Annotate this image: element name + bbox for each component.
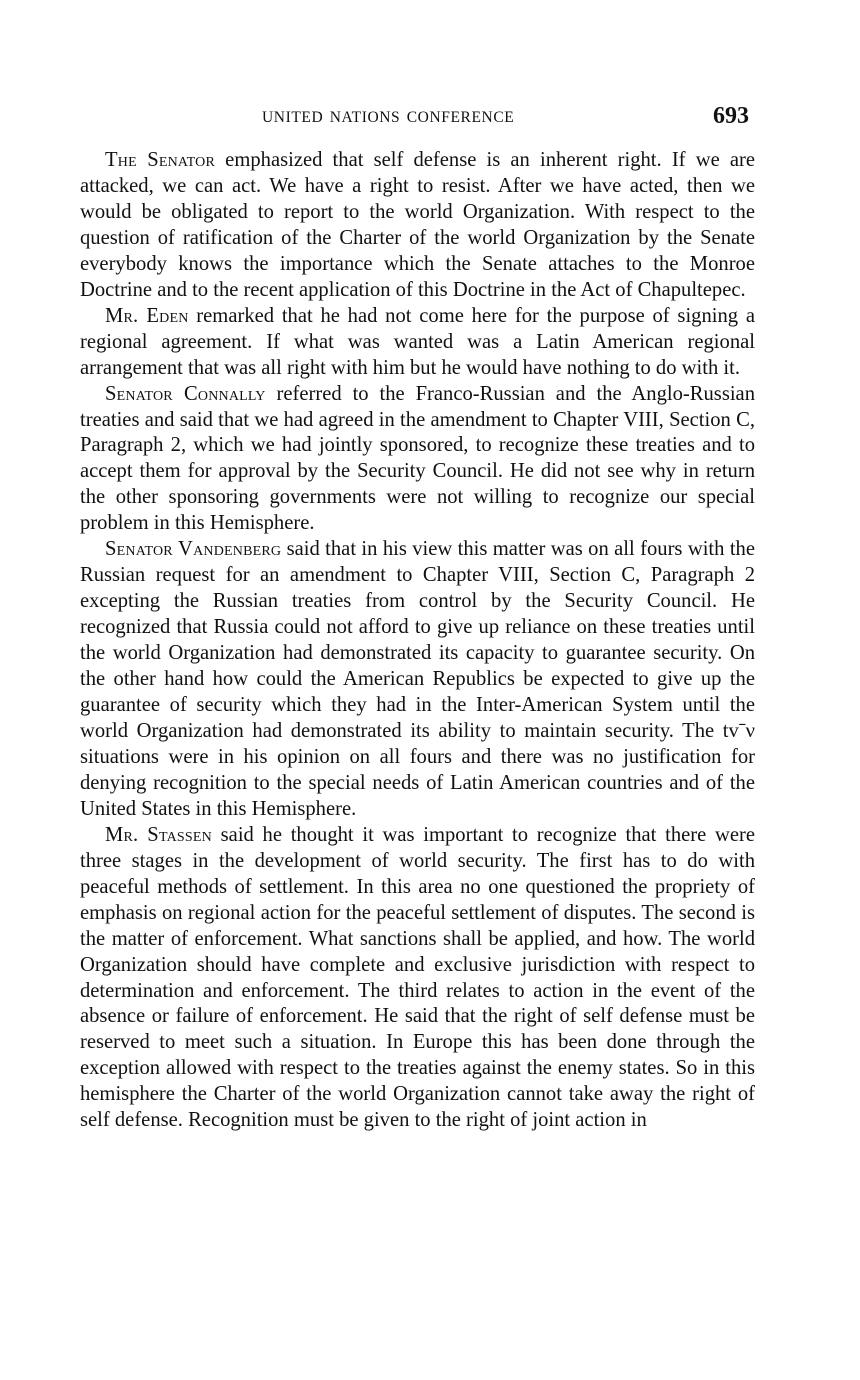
speaker-name: Mr. Eden [105, 304, 189, 327]
paragraph-stassen [80, 823, 755, 1134]
paragraph-vandenberg [80, 537, 755, 822]
paragraph-senator [80, 148, 755, 304]
body-text [80, 148, 755, 1134]
paragraph-text: said he thought it was important to recognize that there were three stages in the development of world security. The first has to do with peaceful methods of settlement. In this area no one questioned the propriety of emphasis on regional action for the peaceful settlement of disputes. The second is the matter of enforcement. What sanctions shall be applied, and how. The world Organization should have complete and exclusive jurisdiction with respect to determination and enforcement. The third relates to action in the event of the absence or failure of enforcement. He said that the right of self defense must be reserved to meet such a situation. In Europe this has been done through the exception allowed with respect to the treaties against the enemy states. So in this hemisphere the Charter of the world Organization cannot take away the right of self defense. Recognition must be given to the right of joint action in [80, 823, 755, 1132]
speaker-name: The Senator [105, 149, 216, 171]
speaker-name: Mr. Stassen [105, 823, 212, 846]
paragraph-text: referred to the Franco-Russian and the Anglo-Russian treaties and said that we had agreed in the amendment to Chapter VIII, Section C, Paragraph 2, which we had jointly sponsored, to recognize these treaties and to accept them for approval by the Security Council. He did not see why in return the other sponsoring governments were not willing to recognize our special problem in this Hemisphere. [80, 382, 755, 535]
paragraph-text: said that in his view this matter was on all fours with the Russian request for an amendment to Chapter VIII, Section C, Paragraph 2 excepting the Russian treaties from control by the Security Council. He recognized that Russia could not afford to give up reliance on these treaties until the world Organization had demonstrated its capacity to guarantee security. On the other hand how could the American Republics be expected to give up the guarantee of security which they had in the Inter-American System until the world Organization had demonstrated its ability to maintain security. The tvˉν situations were in his opinion on all fours and there was no justification for denying recognition to the special needs of Latin American countries and of the United States in this Hemisphere. [80, 538, 755, 820]
paragraph-text: remarked that he had not come here for the purpose of signing a regional agreement. If what was wanted was a Latin American regional arrangement that was all right with him but he would have nothing to do with it. [80, 304, 755, 379]
paragraph-connally [80, 382, 755, 538]
paragraph-eden [80, 304, 755, 382]
page-number: 693 [713, 103, 749, 129]
paragraph-text: emphasized that self defense is an inherent right. If we are attacked, we can act. We have a right to resist. After we have acted, then we would be obligated to report to the world Organization. With respect to the question of ratification of the Charter of the world Organization by the Senate everybody knows the importance which the Senate attaches to the Monroe Doctrine and to the recent application of this Doctrine in the Act of Chapultepec. [80, 149, 756, 301]
speaker-name: Senator Vandenberg [105, 538, 282, 561]
running-title: UNITED NATIONS CONFERENCE [262, 109, 515, 126]
speaker-name: Senator Connally [105, 382, 266, 405]
running-header [80, 103, 755, 135]
